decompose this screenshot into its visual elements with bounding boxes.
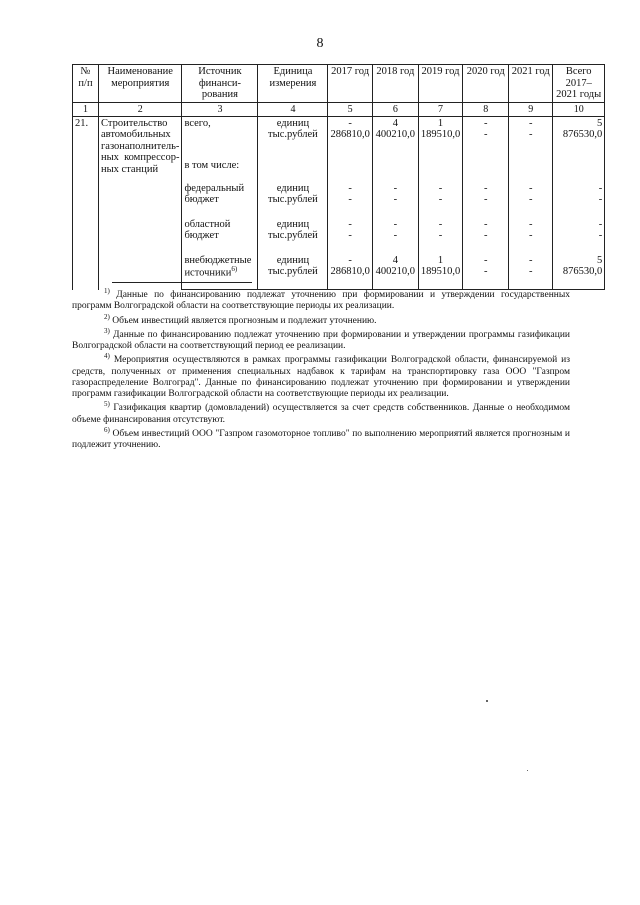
unit-cell: единиц тыс.рублей bbox=[258, 254, 328, 290]
value-cell-2018: - - bbox=[372, 182, 418, 218]
column-number: 4 bbox=[258, 102, 328, 116]
page-number: 8 bbox=[316, 36, 324, 51]
value-cell-total: - - bbox=[553, 182, 605, 218]
value-cell-total: - - bbox=[553, 218, 605, 254]
footnote-ref: 6) bbox=[231, 265, 238, 274]
source-cell: всего, bbox=[182, 116, 258, 142]
source-cell: областной бюджет bbox=[182, 218, 258, 254]
column-number: 7 bbox=[418, 102, 462, 116]
column-number: 3 bbox=[182, 102, 258, 116]
event-name-cell: Строительство автомобильных газонаполнитель-ных компрессор-ных станций bbox=[99, 116, 182, 290]
value-cell-2021: - - bbox=[509, 182, 553, 218]
row-number-cell: 21. bbox=[73, 116, 99, 290]
header-cell: Единица измерения bbox=[258, 65, 328, 103]
value-cell-2019: - - bbox=[418, 182, 462, 218]
header-cell: Наименование мероприятия bbox=[99, 65, 182, 103]
source-cell: внебюджетные источники$^{6)}$ bbox=[182, 254, 258, 290]
footnotes-section bbox=[72, 282, 570, 452]
footnote: $^{4)}$ Мероприятия осуществляются в рамках программы газификации Волгоградской области, финансируемой из средств, полученных от применения специальных надбавок к тарифам на транспортировку газа ООО "Газпром газораспределение Волгоград". Данные по финансированию подлежат уточнению при формировании и утверждении программ газификации Волгоградской области на соответствующие периоды их реализации. bbox=[72, 352, 571, 400]
value-cell-total bbox=[553, 142, 605, 182]
column-number: 6 bbox=[372, 102, 418, 116]
value-cell-2020: - - bbox=[463, 116, 509, 142]
value-cell-2019: 1 189510,0 bbox=[418, 116, 462, 142]
header-cell: 2021 год bbox=[509, 65, 553, 103]
scan-speck bbox=[527, 770, 528, 771]
value-cell-2020 bbox=[463, 142, 509, 182]
source-cell: федеральный бюджет bbox=[182, 182, 258, 218]
value-cell-2017: - - bbox=[328, 218, 372, 254]
value-cell-total: 5 876530,0 bbox=[553, 254, 605, 290]
unit-cell: единиц тыс.рублей bbox=[258, 218, 328, 254]
header-cell: № п/п bbox=[73, 65, 99, 103]
source-cell: в том числе: bbox=[182, 142, 258, 182]
column-number: 10 bbox=[553, 102, 605, 116]
footnote: $^{5)}$ Газификация квартир (домовладений) осуществляется за счет средств собственников. Данные о необходимом объеме финансирования отсутствуют. bbox=[72, 400, 570, 425]
value-cell-2017: - - bbox=[328, 182, 372, 218]
value-cell-2020: - - bbox=[463, 254, 509, 290]
header-cell: 2020 год bbox=[463, 65, 509, 103]
value-cell-2019 bbox=[418, 142, 462, 182]
column-number: 1 bbox=[73, 102, 99, 116]
value-cell-2021: - - bbox=[509, 254, 553, 290]
value-cell-2020: - - bbox=[463, 218, 509, 254]
column-number: 5 bbox=[328, 102, 372, 116]
value-cell-2018: 4 400210,0 bbox=[372, 116, 418, 142]
footnote: $^{6)}$ Объем инвестиций ООО "Газпром газомоторное топливо" по выполнению мероприятий является прогнозным и подлежит уточнению. bbox=[72, 426, 570, 451]
value-cell-2019: - - bbox=[418, 218, 462, 254]
column-number: 2 bbox=[99, 102, 182, 116]
value-cell-2018: - - bbox=[372, 218, 418, 254]
footnote: $^{2)}$ Объем инвестиций является прогнозным и подлежит уточнению. bbox=[104, 312, 377, 326]
value-cell-2021: - - bbox=[509, 218, 553, 254]
value-cell-2021: - - bbox=[509, 116, 553, 142]
column-number-row bbox=[73, 102, 605, 116]
value-cell-2019: 1 189510,0 bbox=[418, 254, 462, 290]
header-cell: 2018 год bbox=[372, 65, 418, 103]
value-cell-2017: - 286810,0 bbox=[328, 254, 372, 290]
value-cell-2018: 4 400210,0 bbox=[372, 254, 418, 290]
table-row bbox=[73, 116, 605, 142]
value-cell-2020: - - bbox=[463, 182, 509, 218]
footnote-divider bbox=[112, 282, 252, 283]
unit-cell: единиц тыс.рублей bbox=[258, 182, 328, 218]
value-cell-2021 bbox=[509, 142, 553, 182]
unit-cell: единиц тыс.рублей bbox=[258, 116, 328, 142]
financing-table bbox=[72, 64, 605, 290]
value-cell-2017: - 286810,0 bbox=[328, 116, 372, 142]
column-number: 9 bbox=[509, 102, 553, 116]
footnote: $^{1)}$ Данные по финансированию подлежат уточнению при формировании и утверждении государственных программ Волгоградской области на соответствующие периоды их реализации. bbox=[72, 287, 570, 312]
column-number: 8 bbox=[463, 102, 509, 116]
header-cell: Всего 2017–2021 годы bbox=[553, 65, 605, 103]
footnote: $^{3)}$ Данные по финансированию подлежат уточнению при формировании и утверждении программы газификации Волгоградской области на соответствующий период ее реализации. bbox=[72, 326, 571, 352]
header-row bbox=[73, 65, 605, 103]
unit-cell bbox=[258, 142, 328, 182]
header-cell: 2019 год bbox=[418, 65, 462, 103]
scan-speck bbox=[486, 700, 488, 702]
value-cell-2017 bbox=[328, 142, 372, 182]
header-cell: 2017 год bbox=[328, 65, 372, 103]
value-cell-total: 5 876530,0 bbox=[553, 116, 605, 142]
value-cell-2018 bbox=[372, 142, 418, 182]
header-cell: Источник финанси-рования bbox=[182, 65, 258, 103]
